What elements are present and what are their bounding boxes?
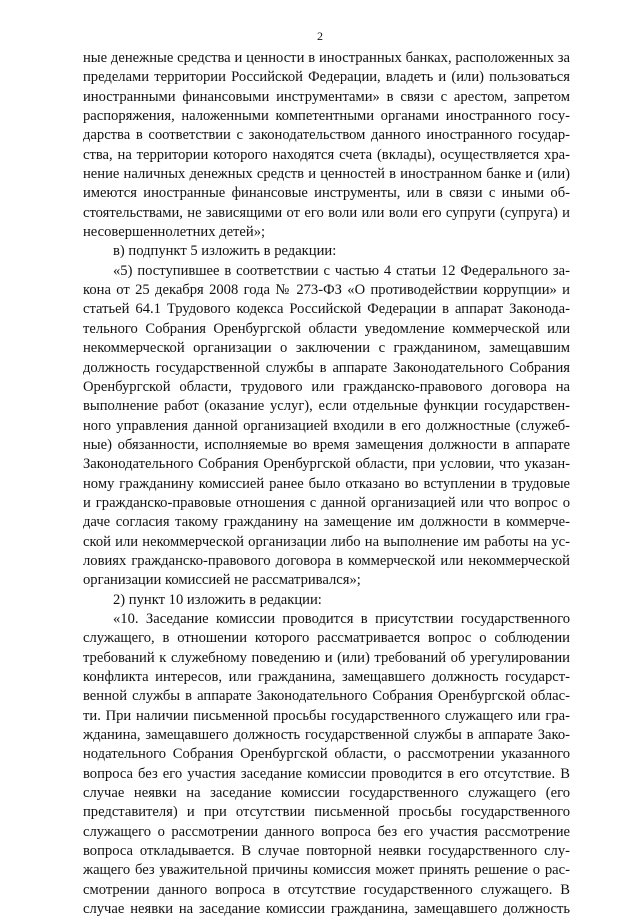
- text-line: случае неявки на заседание комиссии государственного служащего (его: [83, 785, 570, 802]
- text-line: «10. Заседание комиссии проводится в присутствии государственного: [113, 610, 570, 627]
- paragraph: [83, 591, 570, 610]
- text-line: ства, на территории которого находятся счета (вклады), осуществляется хра-: [83, 146, 570, 163]
- text-line: жащего без уважительной причины комиссия может принять решение о рас-: [83, 862, 570, 879]
- text-line: Законодательного Собрания Оренбургской области, при условии, что указан-: [83, 456, 570, 473]
- text-line: венной службы в аппарате Законодательного Собрания Оренбургской облас-: [83, 688, 570, 705]
- text-line: дарства в соответствии с законодательством данного иностранного государ-: [83, 127, 570, 144]
- text-line: требований к служебному поведению и (или) требований об урегулировании: [83, 649, 570, 666]
- text-line: в) подпункт 5 изложить в редакции:: [113, 243, 337, 260]
- text-line: выполнение работ (оказание услуг), если отдельные функции государствен-: [83, 398, 570, 415]
- text-line: нодательного Собрания Оренбургской области, о рассмотрении указанного: [83, 746, 570, 763]
- text-line: ти. При наличии письменной просьбы государственного служащего или гра-: [83, 707, 570, 724]
- text-line: вопроса откладывается. В случае повторной неявки государственного слу-: [83, 843, 570, 860]
- text-line: «5) поступившее в соответствии с частью 4 статьи 12 Федерального за-: [113, 262, 570, 279]
- text-line: иностранными финансовыми инструментами» в связи с арестом, запретом: [83, 88, 570, 105]
- text-line: ской или некоммерческой организации либо на выполнение им работы на ус-: [83, 533, 570, 550]
- text-line: служащего о рассмотрении данного вопроса без его участия рассмотрение: [83, 823, 570, 840]
- text-line: стоятельствами, не зависящими от его воли или воли его супруги (супруга) и: [83, 204, 570, 221]
- text-line: ные денежные средства и ценности в иностранных банках, расположенных за: [83, 50, 570, 66]
- paragraph: [83, 242, 570, 261]
- text-line: и гражданско-правовые отношения с данной организацией или что вопрос о: [83, 494, 570, 511]
- paragraph: [83, 610, 570, 919]
- page-number: 2: [317, 29, 323, 43]
- text-line: 2) пункт 10 изложить в редакции:: [113, 591, 322, 608]
- text-line: представителя) и при отсутствии письменной просьбы государственного: [83, 804, 570, 821]
- text-line: имеются иностранные финансовые инструменты, или в связи с иными об-: [83, 185, 570, 202]
- text-line: кона от 25 декабря 2008 года № 273-ФЗ «О противодействии коррупции» и: [83, 282, 570, 299]
- text-line: должность государственной службы в аппарате Законодательного Собрания: [83, 359, 570, 376]
- text-line: ловиях гражданско-правового договора в коммерческой или некоммерческой: [83, 552, 570, 569]
- text-line: вопроса без его участия заседание комиссии проводится в его отсутствие. В: [83, 765, 570, 782]
- text-line: случае неявки на заседание комиссии гражданина, замещавшего должность: [83, 901, 570, 918]
- text-line: Оренбургской области, трудового или гражданско-правового договора на: [83, 378, 570, 395]
- text-line: нение наличных денежных средств и ценностей в иностранном банке и (или): [83, 166, 570, 183]
- text-line: организации комиссией не рассматривался»;: [83, 572, 361, 589]
- text-line: распоряжения, наложенными компетентными органами иностранного госу-: [83, 108, 570, 125]
- text-line: статьей 64.1 Трудового кодекса Российской Федерации в аппарат Законода-: [83, 301, 570, 318]
- text-line: тельного Собрания Оренбургской области уведомление коммерческой или: [83, 320, 570, 337]
- text-line: ного управления данной организацией входили в его должностные (служеб-: [83, 417, 570, 434]
- text-line: служащего, в отношении которого рассматривается вопрос о соблюдении: [83, 630, 570, 647]
- text-line: даче согласия такому гражданину на замещение им должности в коммерче-: [83, 514, 570, 531]
- text-line: жданина, замещавшего должность государственной службы в аппарате Зако-: [83, 727, 570, 744]
- text-line: ные) обязанности, исполняемые во время замещения должности в аппарате: [83, 436, 570, 453]
- text-line: ному гражданину комиссией ранее было отказано во вступлении в трудовые: [83, 475, 570, 492]
- paragraph: [83, 262, 570, 591]
- text-line: некоммерческой организации о заключении с гражданином, замещавшим: [83, 340, 570, 357]
- document-body: [83, 49, 570, 919]
- text-line: смотрении данного вопроса в отсутствие государственного служащего. В: [83, 881, 570, 898]
- text-line: конфликта интересов, или гражданина, замещавшего должность государст-: [83, 669, 570, 685]
- paragraph: [83, 49, 570, 242]
- text-line: пределами территории Российской Федерации, владеть и (или) пользоваться: [83, 69, 570, 86]
- text-line: несовершеннолетних детей»;: [83, 224, 266, 241]
